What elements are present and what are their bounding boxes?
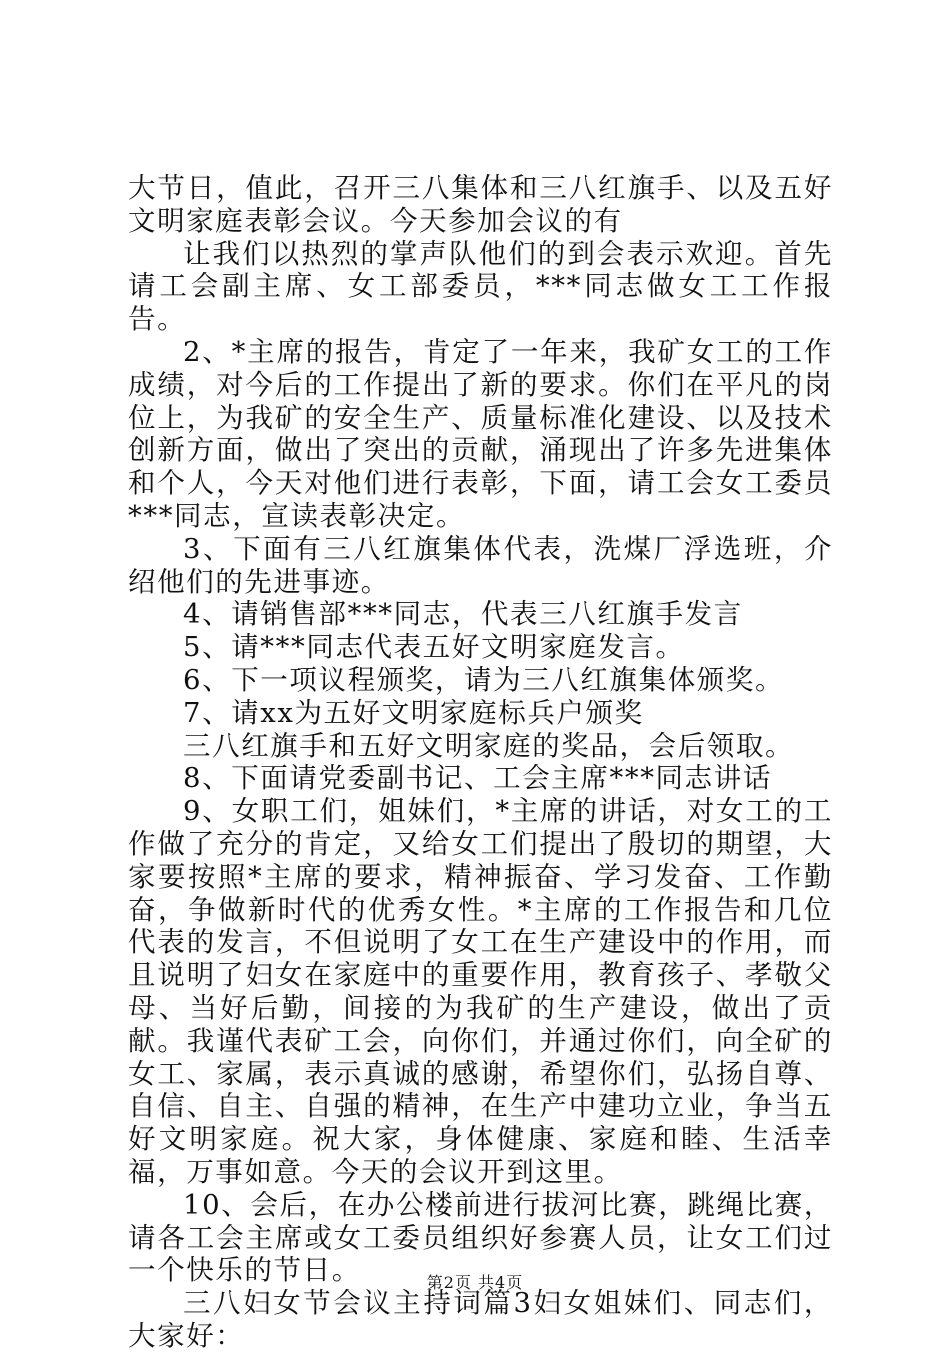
paragraph-3: 2、*主席的报告，肯定了一年来，我矿女工的工作成绩，对今后的工作提出了新的要求。你们在平凡的岗位上，为我矿的安全生产、质量标准化建设、以及技术创新方面，做出了突出的贡献，涌现出了许多先进集体和个人，今天对他们进行表彰，下面，请工会女工委员***同志，宣读表彰决定。 (128, 335, 833, 532)
paragraph-13: 三八妇女节会议主持词篇3妇女姐妹们、同志们，大家好： (128, 1287, 833, 1352)
page-number-label: 第2页 共4页 (426, 1273, 524, 1292)
paragraph-11: 9、女职工们，姐妹们，*主席的讲话，对女工的工作做了充分的肯定，又给女工们提出了殷切的期望，大家要按照*主席的要求，精神振奋、学习发奋、工作勤奋，争做新时代的优秀女性。*主席的工作报告和几位代表的发言，不但说明了女工在生产建设中的作用，而且说明了妇女在家庭中的重要作用，教育孩子、孝敬父母、当好后勤，间接的为我矿的生产建设，做出了贡献。我谨代表矿工会，向你们，并通过你们，向全矿的女工、家属，表示真诚的感谢，希望你们，弘扬自尊、自信、自主、自强的精神，在生产中建功立业，争当五好文明家庭。祝大家，身体健康、家庭和睦、生活幸福，万事如意。今天的会议开到这里。 (128, 795, 833, 1188)
paragraph-10: 8、下面请党委副书记、工会主席***同志讲话 (183, 762, 772, 795)
paragraph-8: 7、请xx为五好文明家庭标兵户颁奖 (183, 696, 644, 729)
paragraph-7: 6、下一项议程颁奖，请为三八红旗集体颁奖。 (183, 663, 785, 696)
paragraph-12: 10、会后，在办公楼前进行拔河比赛，跳绳比赛，请各工会主席或女工委员组织好参赛人员，让女工们过一个快乐的节日。 (128, 1188, 833, 1287)
page-footer (0, 1270, 950, 1293)
document-body (128, 172, 833, 1353)
paragraph-1: 大节日，值此，召开三八集体和三八红旗手、以及五好文明家庭表彰会议。今天参加会议的有 (128, 172, 833, 237)
paragraph-5: 4、请销售部***同志，代表三八红旗手发言 (183, 598, 743, 631)
paragraph-9: 三八红旗手和五好文明家庭的奖品，会后领取。 (183, 729, 795, 762)
paragraph-6: 5、请***同志代表五好文明家庭发言。 (183, 631, 685, 664)
paragraph-4: 3、下面有三八红旗集体代表，洗煤厂浮选班，介绍他们的先进事迹。 (128, 532, 833, 598)
paragraph-2: 让我们以热烈的掌声队他们的到会表示欢迎。首先请工会副主席、女工部委员，***同志做女工工作报告。 (128, 237, 833, 336)
